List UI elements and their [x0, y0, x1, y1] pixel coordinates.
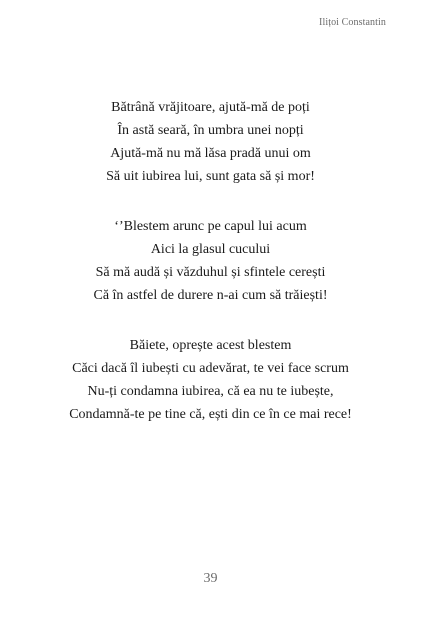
poem-line: Aici la glasul cucului — [150, 242, 271, 257]
poem-line: Băiete, oprește acest blestem — [129, 338, 292, 353]
stanza-1 — [0, 96, 421, 188]
running-header-author: Ilițoi Constantin — [319, 17, 386, 28]
poem-line: Că în astfel de durere n-ai cum să trăiești! — [93, 288, 328, 303]
poem-line: ‘’Blestem arunc pe capul lui acum — [114, 219, 307, 234]
poem-line: Ajută-mă nu mă lăsa pradă unui om — [110, 146, 311, 161]
poem-line: Căci dacă îl iubești cu adevărat, te vei face scrum — [72, 361, 349, 376]
poem-line: Bătrână vrăjitoare, ajută-mă de poți — [111, 100, 310, 115]
page-number: 39 — [203, 571, 218, 586]
stanza-3 — [0, 334, 421, 426]
poem-line: În astă seară, în umbra unei nopți — [117, 123, 304, 138]
stanza-2 — [0, 215, 421, 307]
poem-line: Condamnă-te pe tine că, ești din ce în ce mai rece! — [69, 407, 352, 422]
poem — [0, 96, 421, 453]
poem-line: Să uit iubirea lui, sunt gata să și mor! — [106, 169, 315, 184]
poem-line: Nu-ți condamna iubirea, că ea nu te iubește, — [87, 384, 334, 399]
poem-line: Să mă audă și văzduhul și sfintele cerești — [95, 265, 326, 280]
